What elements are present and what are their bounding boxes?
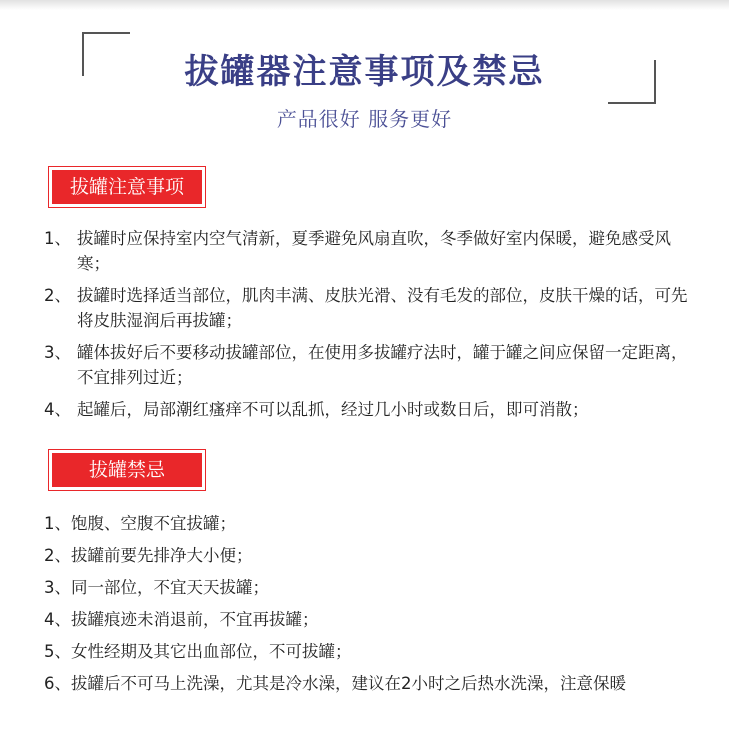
item-number: 3、 (44, 343, 71, 362)
list-item: 2、拔罐前要先排净大小便； (44, 546, 253, 565)
item-number: 4、 (44, 400, 71, 419)
list-item: 1、饱腹、空腹不宜拔罐； (44, 514, 236, 533)
list-item (44, 397, 694, 422)
taboo-list (44, 508, 714, 700)
notes-list (44, 226, 694, 429)
list-item (44, 340, 694, 390)
item-text: 起罐后，局部潮红瘙痒不可以乱抓，经过几小时或数日后，即可消散； (77, 400, 589, 419)
list-item: 5、女性经期及其它出血部位，不可拔罐； (44, 642, 352, 661)
item-number: 1、 (44, 229, 71, 248)
list-item: 4、拔罐痕迹未消退前，不宜再拔罐； (44, 610, 319, 629)
list-item (44, 226, 694, 276)
page-subtitle: 产品很好 服务更好 (276, 107, 453, 131)
list-item: 6、拔罐后不可马上洗澡，尤其是冷水澡，建议在2小时之后热水洗澡，注意保暖 (44, 674, 626, 693)
item-text: 拔罐时选择适当部位，肌肉丰满、皮肤光滑、没有毛发的部位，皮肤干燥的话，可先将皮肤湿润后再拔罐； (77, 286, 688, 330)
item-text: 罐体拔好后不要移动拔罐部位，在使用多拔罐疗法时，罐于罐之间应保留一定距离，不宜排列过近； (77, 343, 688, 387)
top-shadow (0, 0, 729, 10)
list-item (44, 283, 694, 333)
taboo-section-label: 拔罐禁忌 (52, 453, 202, 487)
item-text: 拔罐时应保持室内空气清新，夏季避免风扇直吹，冬季做好室内保暖，避免感受风寒； (77, 229, 671, 273)
notes-section-label: 拔罐注意事项 (52, 170, 202, 204)
list-item: 3、同一部位，不宜天天拔罐； (44, 578, 269, 597)
page-title: 拔罐器注意事项及禁忌 (184, 52, 545, 92)
item-number: 2、 (44, 286, 71, 305)
